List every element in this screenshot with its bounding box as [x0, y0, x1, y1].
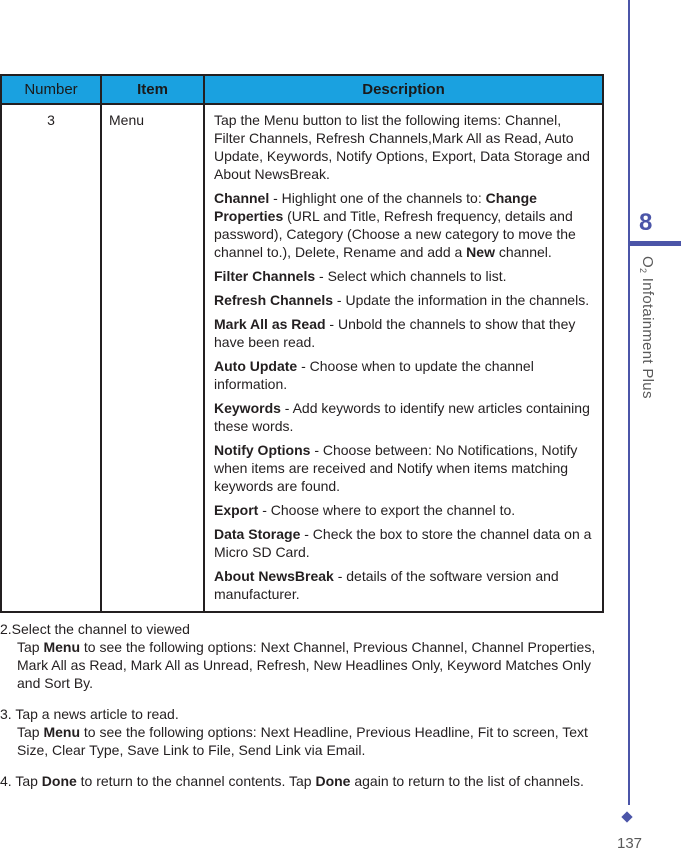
menu-description-table: [0, 74, 604, 613]
entry-text: - Add keywords to identify new articles containing these words.: [214, 400, 590, 434]
chapter-number: 8: [639, 209, 653, 236]
description-entry: [214, 501, 594, 519]
step-text: 4. Tap: [0, 773, 42, 789]
step-title: 2.Select the channel to viewed: [0, 621, 190, 637]
header-description: Description: [204, 75, 603, 104]
description-entry: [214, 525, 594, 561]
row-number: 3: [1, 104, 101, 612]
step-detail: [0, 638, 610, 692]
step-text: to see the following options: Next Channel, Previous Channel, Channel Properties, Mark All as Read, Mark All as Unread, Refresh, New Headlines Only, Keyword Matches Only and Sort By.: [17, 639, 596, 691]
table-header-row: [1, 75, 603, 104]
entry-label: Export: [214, 502, 259, 518]
step-3: [0, 705, 610, 759]
entry-bold: Change Properties: [214, 190, 537, 224]
description-entry: [214, 567, 594, 603]
step-bold: Menu: [43, 639, 81, 655]
chapter-title: [639, 256, 656, 399]
page-number: 137: [617, 835, 643, 852]
step-text: again to return to the list of channels.: [350, 773, 584, 789]
header-item: Item: [101, 75, 204, 104]
description-entry: [214, 357, 594, 393]
step-2: [0, 620, 610, 692]
entry-text: - Choose where to export the channel to.: [258, 502, 516, 518]
entry-label: About NewsBreak: [214, 568, 334, 584]
step-text: to return to the channel contents. Tap: [76, 773, 316, 789]
entry-label: Notify Options: [214, 442, 311, 458]
step-text: Tap: [17, 639, 44, 655]
instruction-steps: [0, 620, 610, 803]
table-row: [1, 104, 603, 612]
entry-label: Auto Update: [214, 358, 298, 374]
entry-text: - Choose between: No Notifications, Notify when items are received and Notify when items matching keywords are found.: [214, 442, 578, 494]
row-item: Menu: [101, 104, 204, 612]
entry-text: channel.: [494, 244, 552, 260]
chapter-title-prefix: O: [639, 256, 656, 268]
header-number: Number: [1, 75, 101, 104]
step-detail: [0, 723, 610, 759]
description-entry: [214, 315, 594, 351]
step-bold: Done: [41, 773, 77, 789]
step-title: 3. Tap a news article to read.: [0, 706, 179, 722]
entry-label: Refresh Channels: [214, 292, 334, 308]
step-bold: Menu: [43, 724, 81, 740]
entry-text: - Update the information in the channels.: [333, 292, 590, 308]
entry-label: Filter Channels: [214, 268, 316, 284]
entry-text: - Unbold the channels to show that they have been read.: [214, 316, 576, 350]
description-entry: [214, 399, 594, 435]
entry-label: Data Storage: [214, 526, 301, 542]
entry-bold: New: [466, 244, 495, 260]
entry-text: - Highlight one of the channels to:: [269, 190, 486, 206]
entry-text: (URL and Title, Refresh frequency, details and password), Category (Choose a new category to move the channel to.), Delete, Rename and add a: [214, 208, 576, 260]
entry-text: - details of the software version and manufacturer.: [214, 568, 559, 602]
chapter-rail-bar: [628, 241, 681, 246]
description-entry: [214, 267, 594, 285]
step-text: Tap: [17, 724, 44, 740]
chapter-title-rest: Infotainment Plus: [639, 273, 656, 399]
step-text: to see the following options: Next Headline, Previous Headline, Fit to screen, Text Size, Clear Type, Save Link to File, Send Link via Email.: [17, 724, 588, 758]
step-bold: Done: [315, 773, 351, 789]
row-description: [204, 104, 603, 612]
entry-text: - Select which channels to list.: [315, 268, 507, 284]
description-entry: [214, 291, 594, 309]
description-intro: Tap the Menu button to list the following items: Channel, Filter Channels, Refresh Channels,Mark All as Read, Auto Update, Keywords, Notify Options, Export, Data Storage and About NewsBreak.: [214, 112, 590, 182]
chapter-rail-line: [628, 0, 630, 805]
entry-text: - Check the box to store the channel data on a Micro SD Card.: [214, 526, 592, 560]
step-4: [0, 772, 610, 790]
description-entry: [214, 441, 594, 495]
entry-label: Keywords: [214, 400, 281, 416]
entry-label: Channel: [214, 190, 270, 206]
diamond-icon: [621, 811, 632, 822]
entry-text: - Choose when to update the channel information.: [214, 358, 534, 392]
description-channel: [214, 189, 594, 261]
chapter-title-subscript: 2: [638, 267, 648, 274]
entry-label: Mark All as Read: [214, 316, 326, 332]
